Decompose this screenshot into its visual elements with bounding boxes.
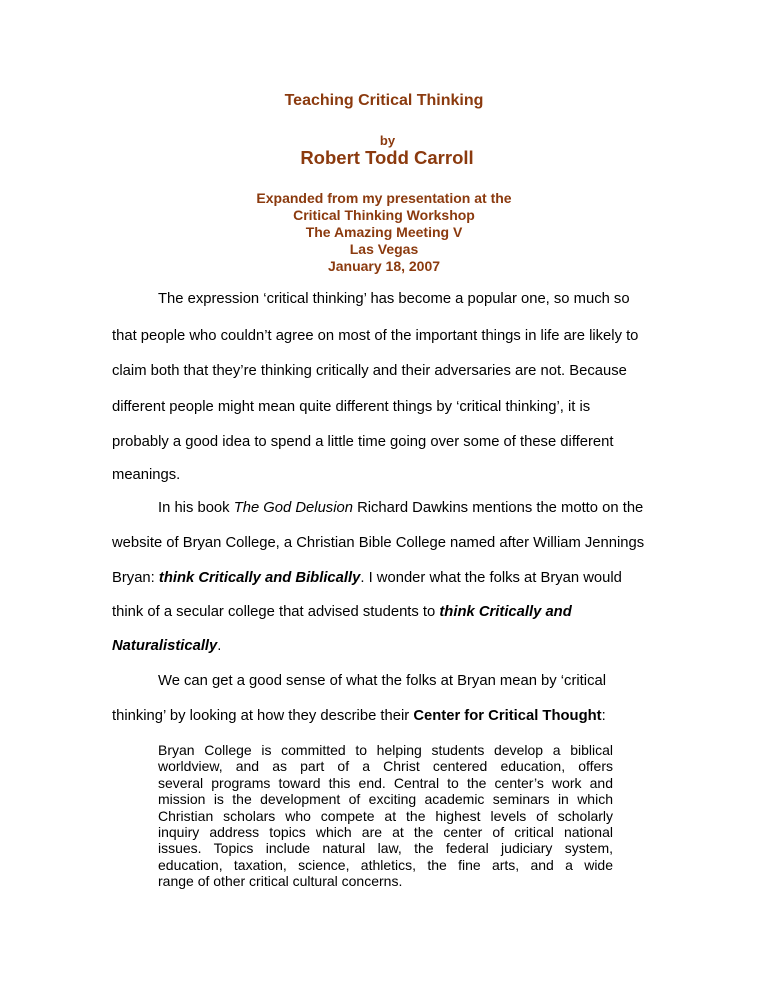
paragraph-line [112,638,221,654]
paragraph-line: probably a good idea to spend a little time going over some of these different [112,434,614,450]
emphasis-text: think Critically and [439,604,572,620]
quote-line: Christian scholars who compete at the highest levels of scholarly [158,807,613,824]
paragraph-line: claim both that they’re thinking critically and their adversaries are not. Because [112,363,627,379]
text-run: think of a secular college that advised students to [112,604,440,620]
text-run: . I wonder what the folks at Bryan would [360,570,622,586]
text-run: : [601,708,606,724]
block-quote [158,742,613,890]
text-run: In his book [158,500,234,516]
quote-line: mission is the development of exciting academic seminars in which [158,791,613,808]
book-title: The God Delusion [233,500,353,516]
paragraph-line: The expression ‘critical thinking’ has become a popular one, so much so [158,291,630,307]
paragraph-line: that people who couldn’t agree on most of the important things in life are likely to [112,328,639,344]
byline-by: by [379,133,396,148]
center-name: Center for Critical Thought [413,708,602,724]
quote-line: issues. Topics include natural law, the federal judiciary system, [158,840,613,857]
author-name: Robert Todd Carroll [300,147,474,168]
subtitle-line: January 18, 2007 [327,258,441,274]
emphasis-text: Naturalistically [112,638,218,654]
paragraph-line: different people might mean quite different things by ‘critical thinking’, it is [112,399,591,415]
quote-line: inquiry address topics which are at the center of critical national [158,824,613,841]
text-run: Bryan: [112,570,159,586]
quote-line: range of other critical cultural concerns. [158,873,403,890]
text-run: thinking’ by looking at how they describe their [112,708,414,724]
paragraph-line [112,604,572,620]
paragraph-line: meanings. [112,467,181,483]
paragraph-line [112,570,622,586]
paragraph-line: We can get a good sense of what the folks at Bryan mean by ‘critical [158,673,606,689]
quote-line: worldview, and as part of a Christ centered education, offers [158,758,613,775]
paragraph-line [112,708,606,724]
paragraph-line [158,500,643,516]
subtitle-line: Las Vegas [349,241,419,257]
subtitle-line: The Amazing Meeting V [305,224,463,240]
document-title: Teaching Critical Thinking [284,92,484,109]
subtitle-line: Critical Thinking Workshop [293,207,475,223]
text-run: Richard Dawkins mentions the motto on the [352,500,644,516]
subtitle-line: Expanded from my presentation at the [256,190,512,206]
quote-line: education, taxation, science, athletics, the fine arts, and a wide [158,856,613,873]
paragraph-line: website of Bryan College, a Christian Bible College named after William Jennings [112,535,645,551]
motto-emphasis: think Critically and Biblically [158,570,361,586]
text-run: . [217,638,222,654]
quote-line: Bryan College is committed to helping students develop a biblical [158,742,613,758]
quote-line: several programs toward this end. Central to the center’s work and [158,774,613,791]
